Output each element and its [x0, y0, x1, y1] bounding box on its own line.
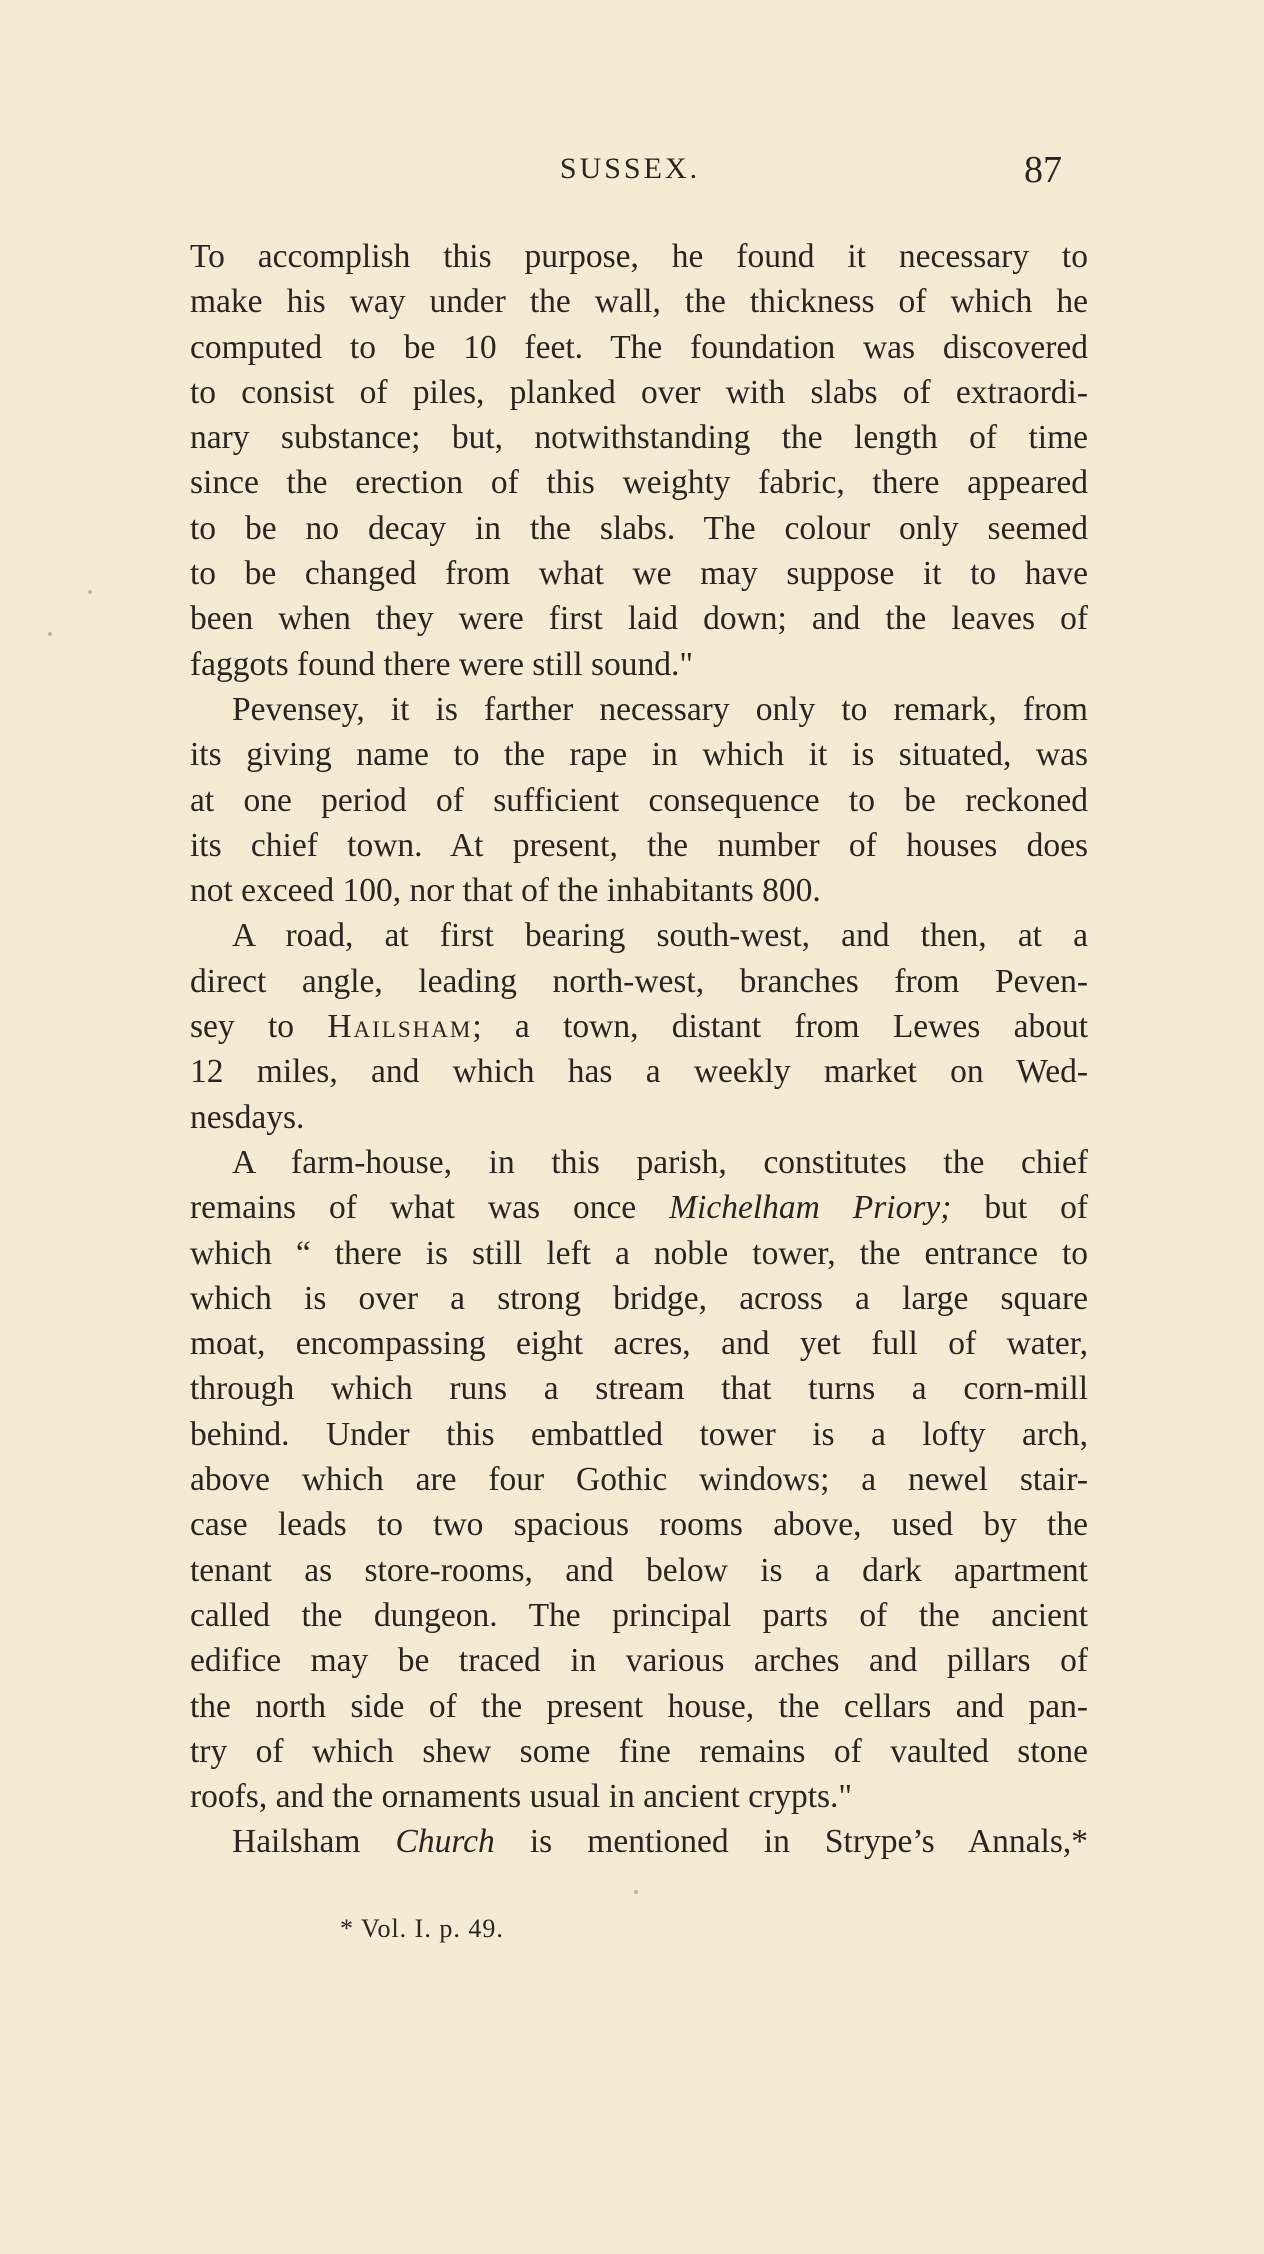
text-line: the north side of the present house, the cellars and pan- [190, 1687, 1088, 1725]
text-line: above which are four Gothic windows; a newel stair- [190, 1461, 1088, 1499]
text-line: roofs, and the ornaments usual in ancient crypts." [190, 1778, 853, 1816]
text-line: which is over a strong bridge, across a large square [190, 1279, 1088, 1317]
text-run: ; a town, distant from Lewes about [472, 1008, 1088, 1046]
paragraph-2 [190, 687, 1088, 913]
text-line: to consist of piles, planked over with slabs of extraordi- [190, 373, 1088, 411]
text-line: 12 miles, and which has a weekly market on Wed- [190, 1053, 1088, 1091]
text-line: make his way under the wall, the thickness of which he [190, 283, 1088, 321]
text-line: faggots found there were still sound." [190, 645, 694, 683]
text-line: moat, encompassing eight acres, and yet full of water, [190, 1325, 1088, 1363]
running-title: SUSSEX. [559, 152, 701, 185]
text-line: computed to be 10 feet. The foundation was discovered [190, 328, 1088, 366]
place-name-hailsham: Hailsham [327, 1008, 473, 1046]
italic-michelham-priory: Michelham Priory; [669, 1189, 952, 1227]
paragraph-4 [190, 1140, 1088, 1819]
text-line: try of which shew some fine remains of vaulted stone [190, 1732, 1088, 1770]
text-line: direct angle, leading north-west, branches from Peven- [190, 962, 1088, 1000]
text-line: nary substance; but, notwithstanding the length of time [190, 419, 1088, 457]
paragraph-1 [190, 234, 1088, 687]
text-line [190, 1185, 1088, 1230]
text-run: sey to [190, 1008, 328, 1046]
text-line: Pevensey, it is farther necessary only to remark, from [232, 690, 1088, 728]
text-line: tenant as store-rooms, and below is a dark apartment [190, 1551, 1088, 1589]
text-line: A road, at first bearing south-west, and then, at a [232, 917, 1088, 955]
text-line: case leads to two spacious rooms above, used by the [190, 1506, 1088, 1544]
paragraph-5 [190, 1819, 1088, 1864]
text-line: been when they were first laid down; and the leaves of [190, 600, 1088, 638]
paper-speck [88, 590, 92, 594]
text-line: behind. Under this embattled tower is a lofty arch, [190, 1415, 1088, 1453]
text-line [190, 1819, 1088, 1864]
text-line: to be no decay in the slabs. The colour only seemed [190, 509, 1088, 547]
text-line: which “ there is still left a noble tower, the entrance to [190, 1234, 1088, 1272]
text-line [190, 1004, 1088, 1049]
text-line: through which runs a stream that turns a corn-mill [190, 1370, 1088, 1408]
page-number: 87 [1024, 149, 1062, 191]
text-run: is mentioned in Strype’s Annals,* [494, 1823, 1088, 1861]
text-line: To accomplish this purpose, he found it necessary to [190, 238, 1088, 275]
italic-church: Church [395, 1823, 495, 1861]
text-line: called the dungeon. The principal parts of the ancient [190, 1596, 1088, 1634]
text-line: at one period of sufficient consequence to be reckoned [190, 781, 1088, 819]
text-line: edifice may be traced in various arches and pillars of [190, 1642, 1088, 1680]
text-line: to be changed from what we may suppose it to have [190, 555, 1088, 593]
paragraph-3 [190, 913, 1088, 1139]
text-line: its giving name to the rape in which it is situated, was [190, 736, 1088, 774]
text-run: Hailsham [232, 1823, 396, 1861]
text-line: since the erection of this weighty fabric, there appeared [190, 464, 1088, 502]
text-line: its chief town. At present, the number of houses does [190, 826, 1088, 864]
text-line: A farm-house, in this parish, constitutes the chief [232, 1143, 1088, 1181]
text-line: nesdays. [190, 1098, 305, 1136]
running-head [190, 149, 1070, 192]
paper-speck [634, 1890, 638, 1894]
text-run: but of [951, 1189, 1088, 1227]
text-run: remains of what was once [190, 1189, 670, 1227]
footnote: * Vol. I. p. 49. [340, 1914, 504, 1943]
body-text [190, 234, 1088, 1865]
paper-speck [48, 632, 52, 636]
text-line: not exceed 100, nor that of the inhabitants 800. [190, 872, 821, 910]
